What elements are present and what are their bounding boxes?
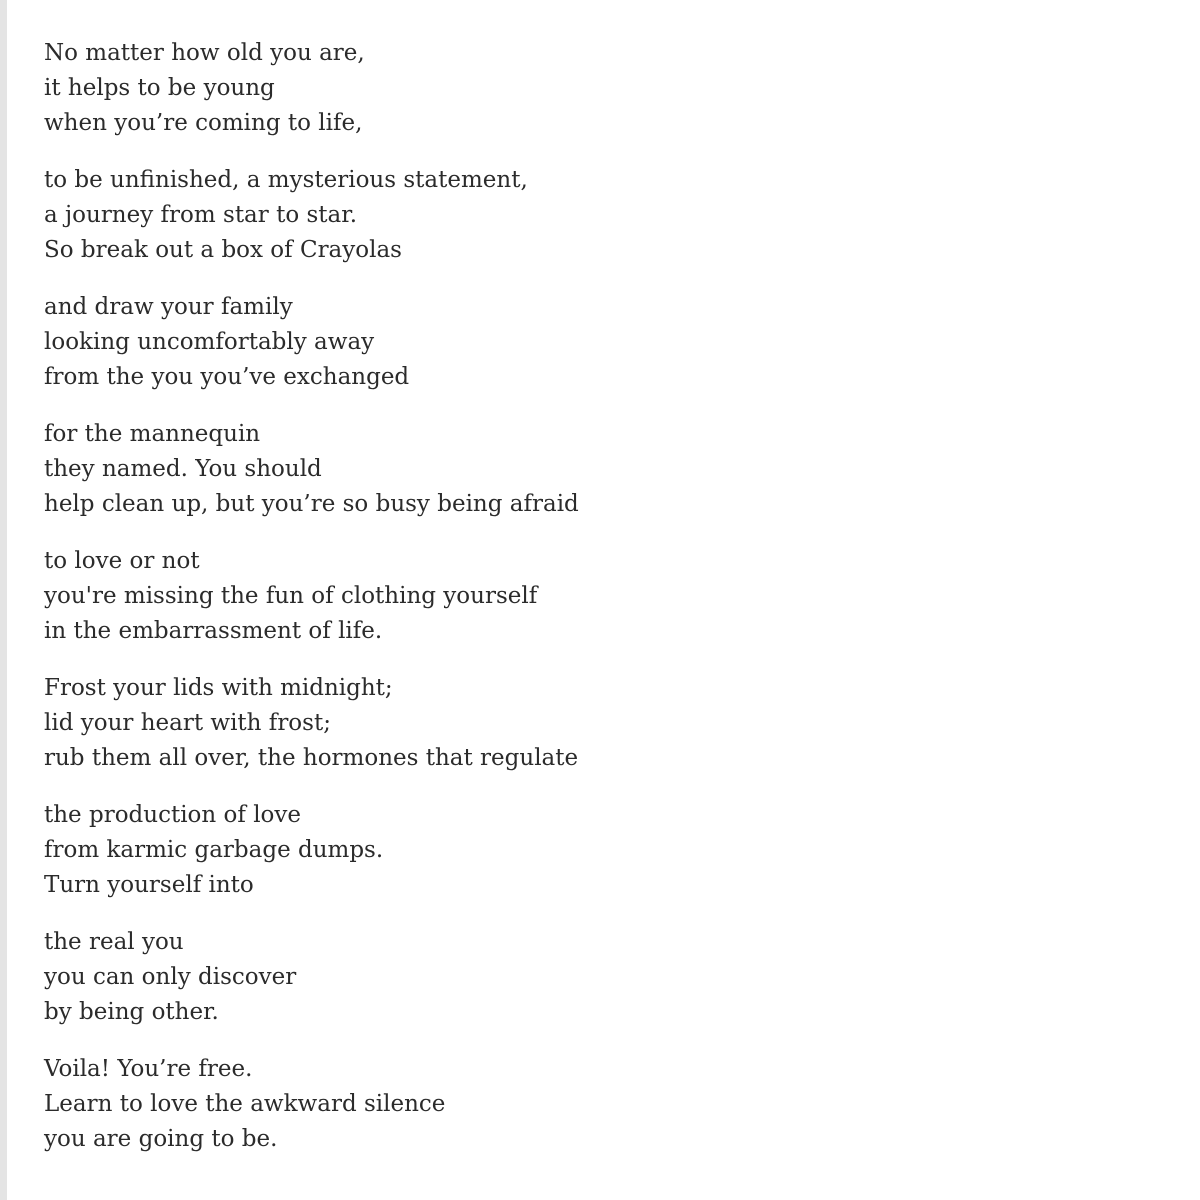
left-edge-divider: [0, 0, 7, 1200]
poem-line: in the embarrassment of life.: [44, 618, 383, 644]
stanza: [44, 671, 1144, 776]
poem-line: to love or not: [44, 548, 200, 574]
poem-line: Learn to love the awkward silence: [44, 1091, 446, 1117]
poem-line: help clean up, but you’re so busy being afraid: [44, 491, 579, 517]
poem-line: looking uncomfortably away: [44, 329, 375, 355]
poem-line: you are going to be.: [44, 1126, 278, 1152]
poem-line: a journey from star to star.: [44, 202, 358, 228]
poem-line: from karmic garbage dumps.: [44, 837, 384, 863]
poem-line: you can only discover: [44, 964, 297, 990]
poem-body: [44, 36, 1144, 1179]
stanza: [44, 290, 1144, 395]
poem-line: and draw your family: [44, 294, 293, 320]
stanza: [44, 925, 1144, 1030]
poem-line: lid your heart with frost;: [44, 710, 331, 736]
stanza: [44, 1052, 1144, 1157]
poem-line: you're missing the fun of clothing yourself: [44, 583, 538, 609]
poem-line: Voila! You’re free.: [44, 1056, 253, 1082]
poem-line: for the mannequin: [44, 421, 261, 447]
poem-line: No matter how old you are,: [44, 40, 365, 66]
poem-line: from the you you’ve exchanged: [44, 364, 410, 390]
poem-line: the real you: [44, 929, 184, 955]
stanza: [44, 163, 1144, 268]
stanza: [44, 544, 1144, 649]
poem-line: rub them all over, the hormones that regulate: [44, 745, 579, 771]
poem-line: when you’re coming to life,: [44, 110, 363, 136]
poem-line: it helps to be young: [44, 75, 275, 101]
stanza: [44, 36, 1144, 141]
stanza: [44, 417, 1144, 522]
poem-line: they named. You should: [44, 456, 322, 482]
poem-line: the production of love: [44, 802, 302, 828]
poem-line: Turn yourself into: [44, 872, 254, 898]
poem-line: So break out a box of Crayolas: [44, 237, 402, 263]
poem-line: Frost your lids with midnight;: [44, 675, 393, 701]
poem-line: by being other.: [44, 999, 219, 1025]
poem-line: to be unfinished, a mysterious statement,: [44, 167, 528, 193]
stanza: [44, 798, 1144, 903]
